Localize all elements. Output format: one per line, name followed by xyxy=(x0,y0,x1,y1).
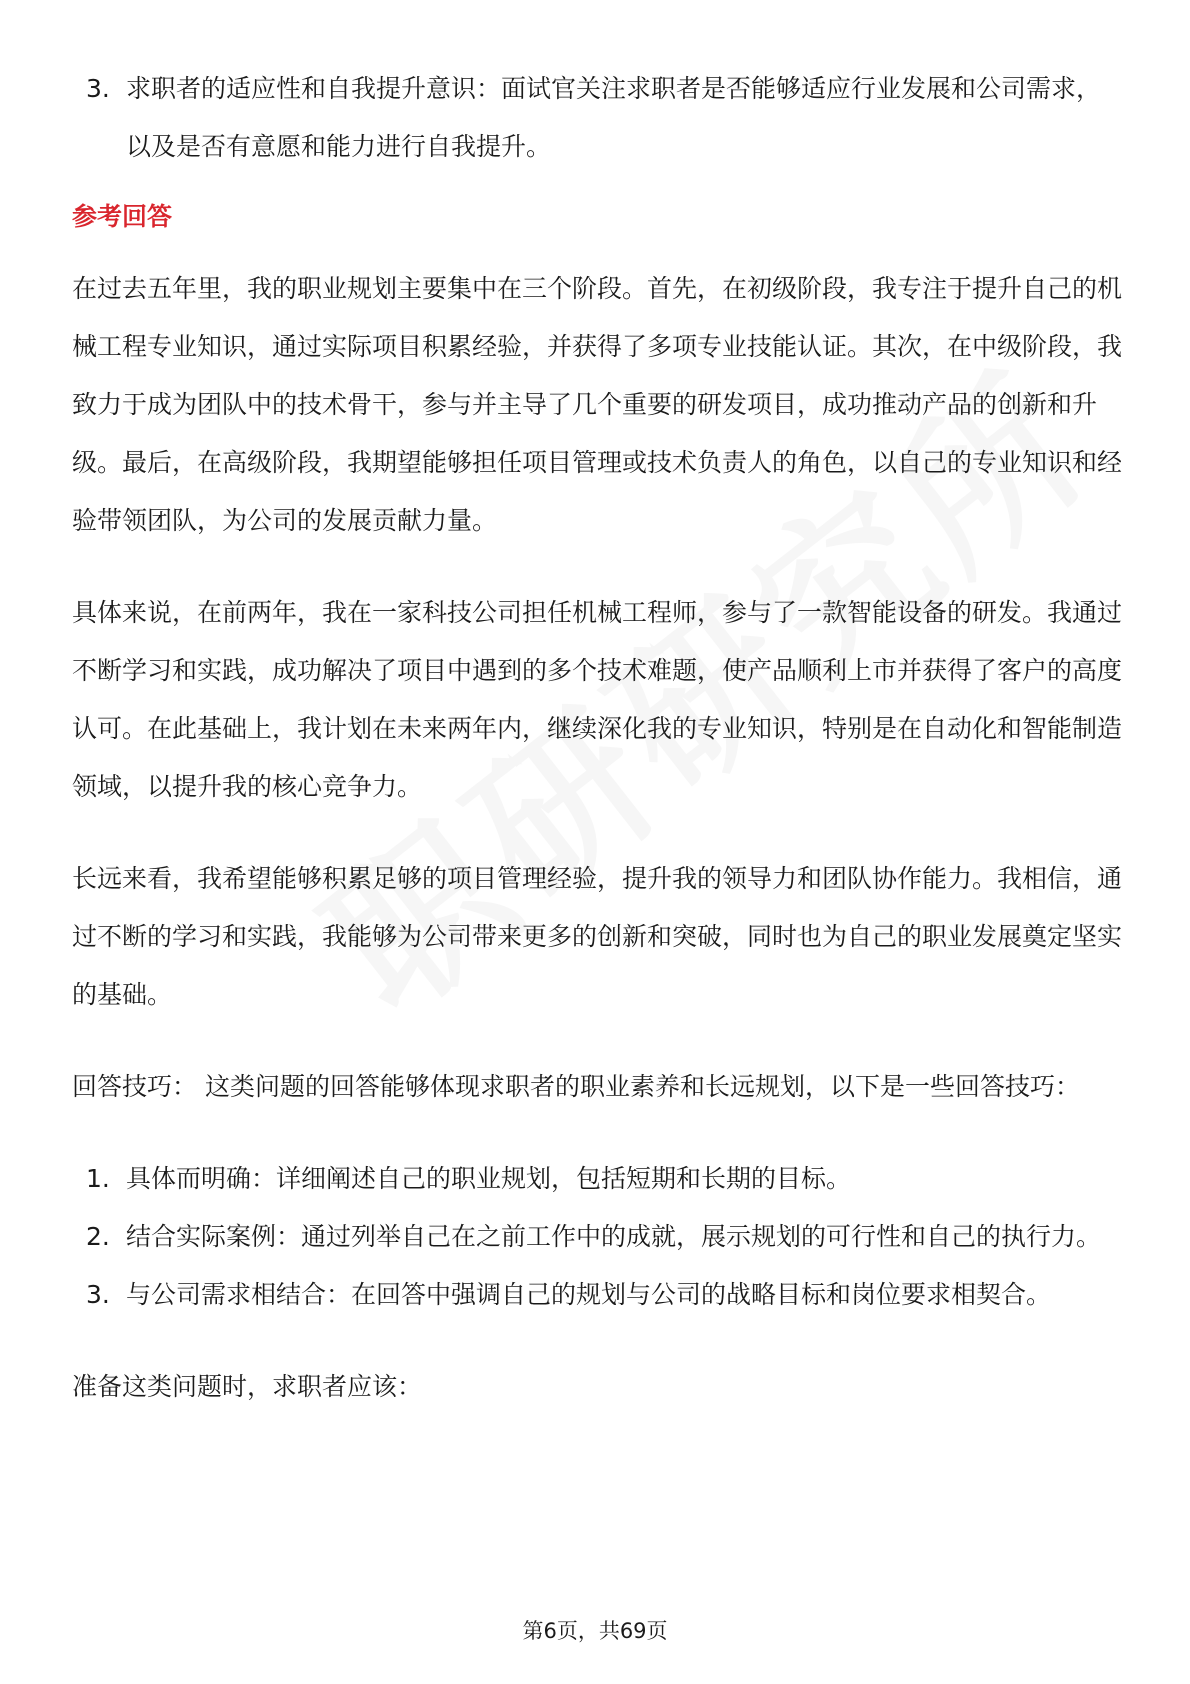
list-text: 结合实际案例：通过列举自己在之前工作中的成就，展示规划的可行性和自己的执行力。 xyxy=(126,1222,1102,1251)
list-text: 具体而明确：详细阐述自己的职业规划，包括短期和长期的目标。 xyxy=(126,1164,852,1193)
reference-answer-heading: 参考回答 xyxy=(72,202,173,231)
list-number: 1. xyxy=(86,1164,110,1193)
list-number: 3. xyxy=(86,74,110,103)
tips-list xyxy=(72,1150,1122,1324)
tips-intro: 回答技巧： 这类问题的回答能够体现求职者的职业素养和长远规划，以下是一些回答技巧： xyxy=(72,1072,1080,1101)
list-item xyxy=(72,60,1122,176)
closing-line: 准备这类问题时，求职者应该： xyxy=(72,1372,423,1401)
list-item xyxy=(72,1266,1122,1324)
list-item xyxy=(72,1208,1122,1266)
list-number: 2. xyxy=(86,1222,110,1251)
criteria-list xyxy=(72,60,1122,176)
list-number: 3. xyxy=(86,1280,110,1309)
answer-paragraph-2: 具体来说，在前两年，我在一家科技公司担任机械工程师，参与了一款智能设备的研发。我通过不断学习和实践，成功解决了项目中遇到的多个技术难题，使产品顺利上市并获得了客户的高度认可。在此基础上，我计划在未来两年内，继续深化我的专业知识，特别是在自动化和智能制造领域，以提升我的核心竞争力。 xyxy=(72,598,1123,801)
list-item xyxy=(72,1150,1122,1208)
list-text: 求职者的适应性和自我提升意识：面试官关注求职者是否能够适应行业发展和公司需求，以及是否有意愿和能力进行自我提升。 xyxy=(126,74,1102,161)
page-footer: 第6页，共69页 xyxy=(522,1619,668,1643)
answer-paragraph-3: 长远来看，我希望能够积累足够的项目管理经验，提升我的领导力和团队协作能力。我相信，通过不断的学习和实践，我能够为公司带来更多的创新和突破，同时也为自己的职业发展奠定坚实的基础。 xyxy=(72,864,1123,1009)
document-content xyxy=(72,60,1122,1416)
list-text: 与公司需求相结合：在回答中强调自己的规划与公司的战略目标和岗位要求相契合。 xyxy=(126,1280,1052,1309)
answer-paragraph-1: 在过去五年里，我的职业规划主要集中在三个阶段。首先，在初级阶段，我专注于提升自己的机械工程专业知识，通过实际项目积累经验，并获得了多项专业技能认证。其次，在中级阶段，我致力于成为团队中的技术骨干，参与并主导了几个重要的研发项目，成功推动产品的创新和升级。最后，在高级阶段，我期望能够担任项目管理或技术负责人的角色，以自己的专业知识和经验带领团队，为公司的发展贡献力量。 xyxy=(72,274,1123,535)
